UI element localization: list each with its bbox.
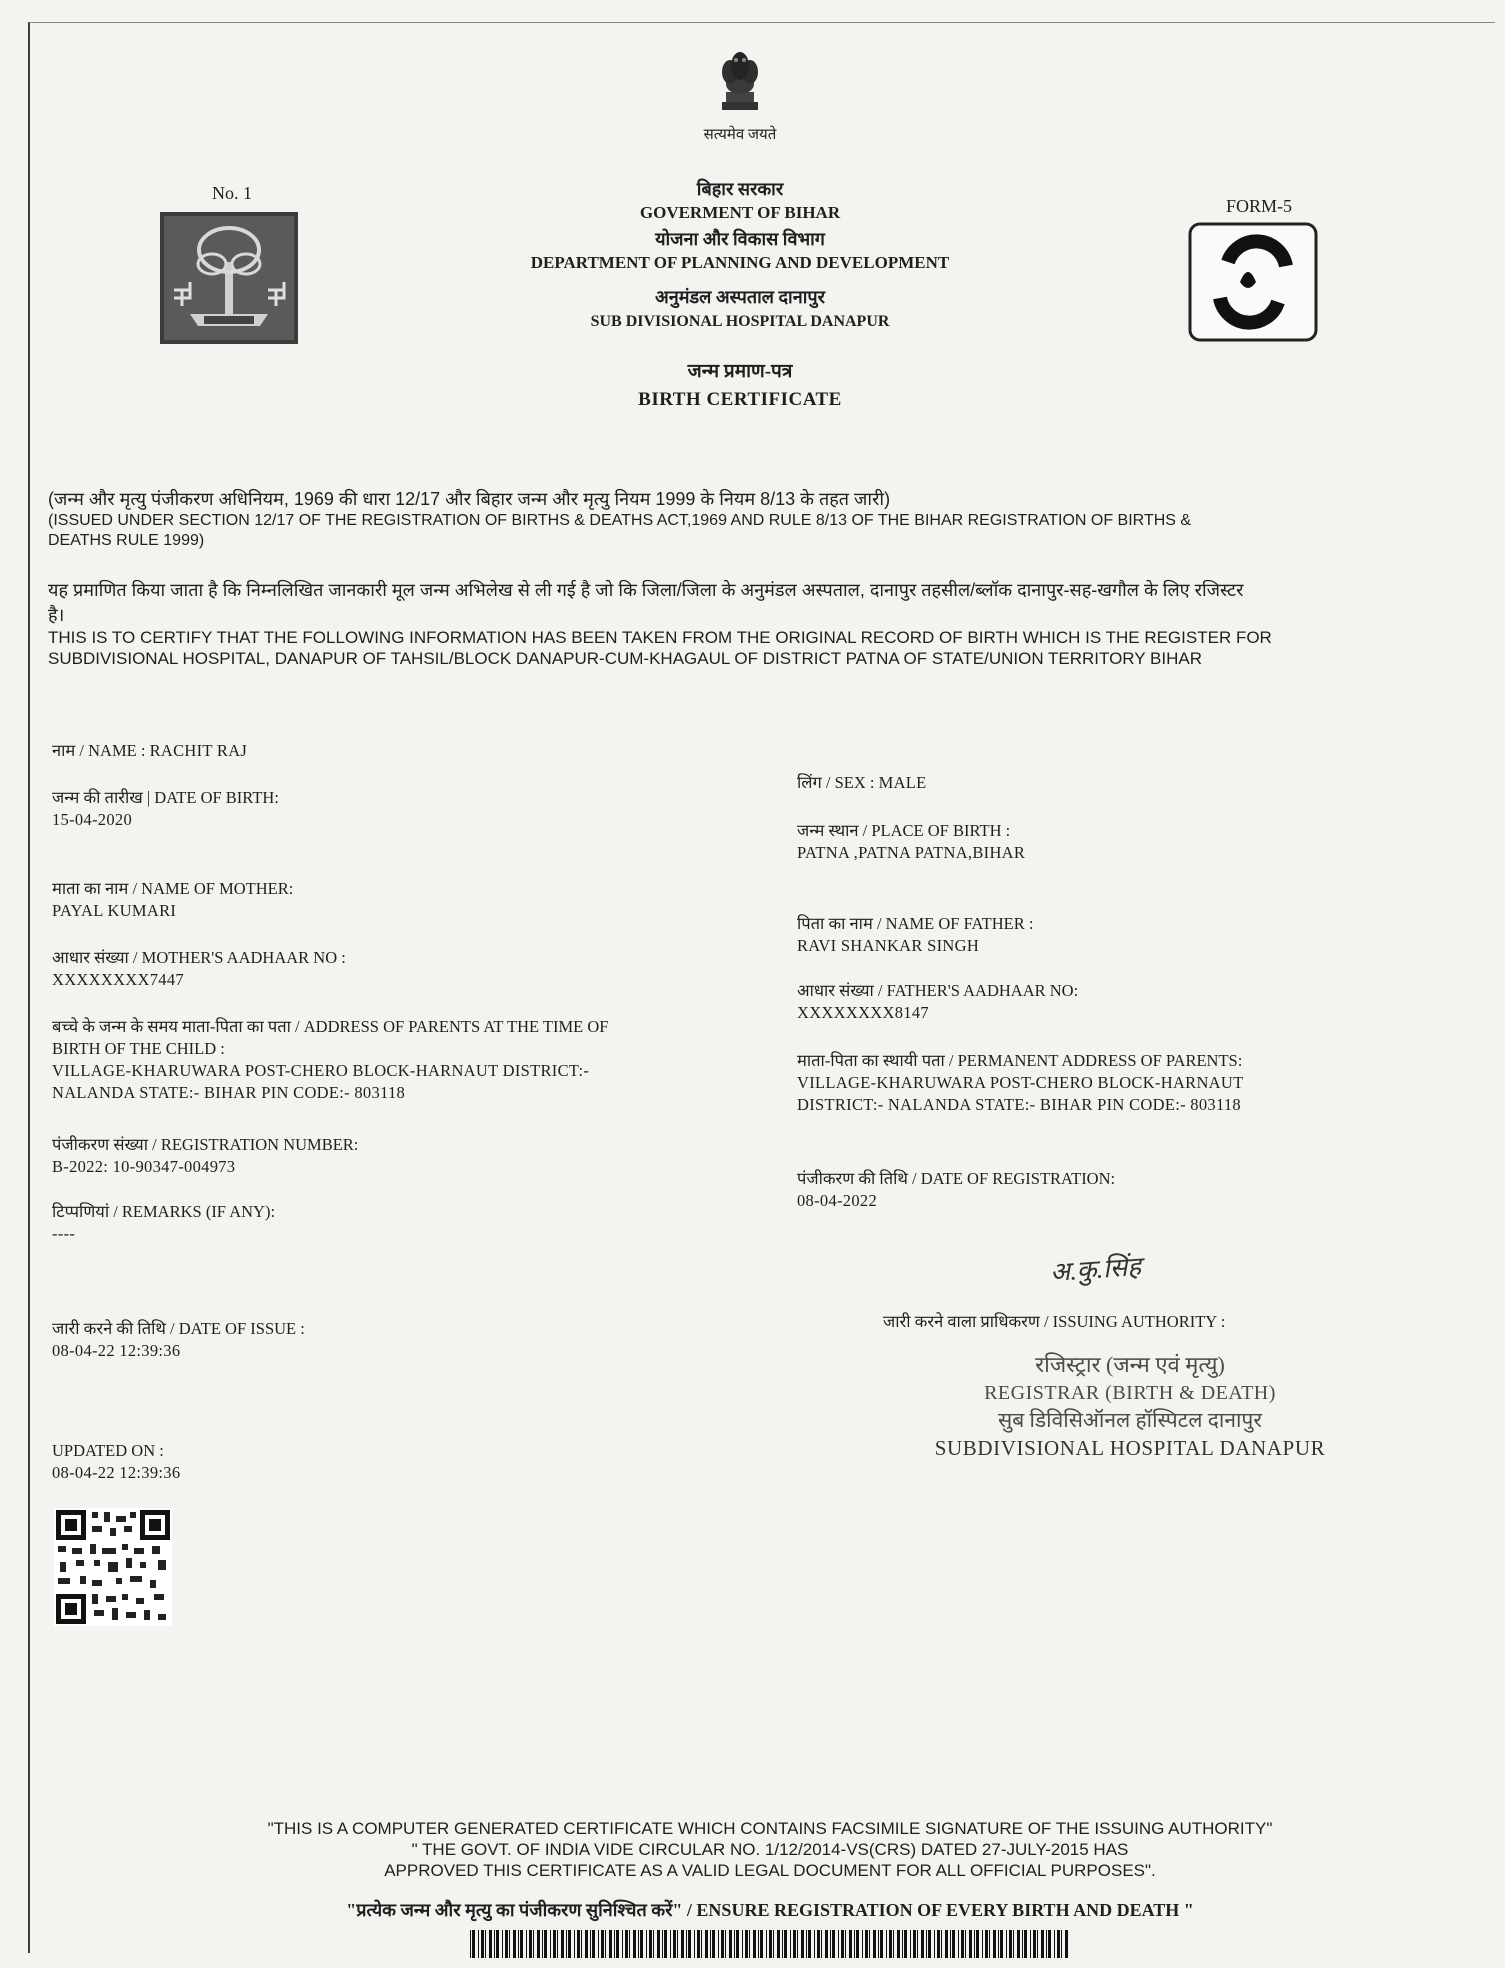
hospital-name-english: SUB DIVISIONAL HOSPITAL DANAPUR bbox=[590, 313, 890, 330]
form-number: No. 1 bbox=[212, 183, 252, 203]
father-aadhaar-label: आधार संख्या / FATHER'S AADHAAR NO: bbox=[797, 981, 1079, 1000]
registration-date-label: पंजीकरण की तिथि / DATE OF REGISTRATION: bbox=[797, 1169, 1116, 1188]
permanent-address-value-line-2: DISTRICT:- NALANDA STATE:- BIHAR PIN CODE:- 803118 bbox=[797, 1095, 1241, 1114]
registration-date-field bbox=[797, 1168, 1115, 1212]
dept-name-hindi: योजना और विकास विभाग bbox=[655, 229, 825, 249]
certificate-title-hindi: जन्म प्रमाण-पत्र bbox=[687, 361, 793, 382]
certify-english-line-2: SUBDIVISIONAL HOSPITAL, DANAPUR OF TAHSIL/BLOCK DANAPUR-CUM-KHAGAUL OF DISTRICT PATNA OF STATE/UNION TERRITORY BIHAR bbox=[48, 649, 1202, 668]
barcode[interactable] bbox=[470, 1930, 1070, 1958]
name-label: नाम / NAME : bbox=[52, 741, 150, 760]
certify-english-line-1: THIS IS TO CERTIFY THAT THE FOLLOWING INFORMATION HAS BEEN TAKEN FROM THE ORIGINAL RECORD OF BIRTH WHICH IS THE REGISTER FOR bbox=[48, 628, 1272, 647]
dob-value: 15-04-2020 bbox=[52, 810, 132, 829]
act-english-line-1: (ISSUED UNDER SECTION 12/17 OF THE REGISTRATION OF BIRTHS & DEATHS ACT,1969 AND RULE 8/13 OF THE BIHAR REGISTRATION OF BIRTHS & bbox=[48, 512, 1192, 529]
hospital-name-hindi: अनुमंडल अस्पताल दानापुर bbox=[655, 287, 825, 307]
sex-field bbox=[797, 772, 927, 794]
updated-on-label: UPDATED ON : bbox=[52, 1441, 164, 1460]
father-name-label: पिता का नाम / NAME OF FATHER : bbox=[797, 914, 1034, 933]
mother-aadhaar-value: XXXXXXXX7447 bbox=[52, 970, 184, 989]
updated-on-field bbox=[52, 1440, 180, 1484]
stamp-hindi-line-1: रजिस्ट्रार (जन्म एवं मृत्यु) bbox=[1035, 1352, 1225, 1377]
mother-aadhaar-label: आधार संख्या / MOTHER'S AADHAAR NO : bbox=[52, 948, 346, 967]
mother-aadhaar-field bbox=[52, 947, 346, 991]
bihar-seal-logo bbox=[160, 212, 298, 344]
act-hindi: (जन्म और मृत्यु पंजीकरण अधिनियम, 1969 की धारा 12/17 और बिहार जन्म और मृत्यु नियम 1999 के नियम 8/13 के तहत जारी) bbox=[48, 489, 891, 509]
govt-name-hindi: बिहार सरकार bbox=[696, 179, 784, 199]
crs-logo-icon bbox=[1188, 222, 1318, 342]
father-name-value: RAVI SHANKAR SINGH bbox=[797, 936, 980, 955]
place-of-birth-value: PATNA ,PATNA PATNA,BIHAR bbox=[797, 843, 1026, 862]
certificate-title-english: BIRTH CERTIFICATE bbox=[638, 389, 842, 410]
name-field bbox=[52, 740, 247, 762]
registration-number-label: पंजीकरण संख्या / REGISTRATION NUMBER: bbox=[52, 1135, 359, 1154]
issue-date-value: 08-04-22 12:39:36 bbox=[52, 1341, 181, 1360]
birth-address-value-line-2: NALANDA STATE:- BIHAR PIN CODE:- 803118 bbox=[52, 1083, 406, 1102]
registration-slogan: "प्रत्येक जन्म और मृत्यु का पंजीकरण सुनिश्चित करें" / ENSURE REGISTRATION OF EVERY BIRTH AND DEATH " bbox=[346, 1900, 1194, 1920]
act-english-line-2: DEATHS RULE 1999) bbox=[48, 532, 205, 549]
certification-statement bbox=[48, 578, 1468, 669]
facsimile-signature: अ.कु.सिंह bbox=[1049, 1251, 1142, 1288]
father-aadhaar-value: XXXXXXXX8147 bbox=[797, 1003, 929, 1022]
sex-value: MALE bbox=[878, 773, 927, 792]
issue-date-field bbox=[52, 1318, 305, 1362]
certify-hindi-line-1: यह प्रमाणित किया जाता है कि निम्नलिखित जानकारी मूल जन्म अभिलेख से ली गई है जो कि जिला/जिला के अनुमंडल अस्पताल, दानापुर तहसील/ब्लॉक दानापुर-सह-खगौल के लिए रजिस्टर bbox=[48, 580, 1244, 600]
dob-field bbox=[52, 787, 279, 831]
issue-date-label: जारी करने की तिथि / DATE OF ISSUE : bbox=[52, 1319, 305, 1338]
mother-name-value: PAYAL KUMARI bbox=[52, 901, 177, 920]
permanent-address-field bbox=[797, 1050, 1244, 1116]
birth-address-value-line-1: VILLAGE-KHARUWARA POST-CHERO BLOCK-HARNAUT DISTRICT:- bbox=[52, 1061, 590, 1080]
permanent-address-value-line-1: VILLAGE-KHARUWARA POST-CHERO BLOCK-HARNAUT bbox=[797, 1073, 1244, 1092]
name-value: RACHIT RAJ bbox=[149, 741, 248, 760]
stamp-english-line-1: REGISTRAR (BIRTH & DEATH) bbox=[984, 1382, 1276, 1404]
footer-note-line-3: APPROVED THIS CERTIFICATE AS A VALID LEGAL DOCUMENT FOR ALL OFFICIAL PURPOSES". bbox=[384, 1861, 1156, 1880]
mother-name-field bbox=[52, 878, 293, 922]
birth-address-label-line-2: BIRTH OF THE CHILD : bbox=[52, 1039, 225, 1058]
registrar-stamp bbox=[880, 1350, 1380, 1462]
issuing-authority-label: जारी करने वाला प्राधिकरण / ISSUING AUTHORITY : bbox=[883, 1312, 1226, 1331]
registration-number-value: B-2022: 10-90347-004973 bbox=[52, 1157, 236, 1176]
place-of-birth-label: जन्म स्थान / PLACE OF BIRTH : bbox=[797, 821, 1011, 840]
qr-code[interactable] bbox=[54, 1508, 172, 1626]
national-emblem-icon bbox=[700, 44, 780, 124]
mother-name-label: माता का नाम / NAME OF MOTHER: bbox=[52, 879, 294, 898]
dob-label: जन्म की तारीख | DATE OF BIRTH: bbox=[52, 788, 279, 807]
stamp-english-line-2: SUBDIVISIONAL HOSPITAL DANAPUR bbox=[934, 1436, 1326, 1460]
birth-address-label-line-1: बच्चे के जन्म के समय माता-पिता का पता / ADDRESS OF PARENTS AT THE TIME OF bbox=[52, 1017, 609, 1036]
father-name-field bbox=[797, 913, 1033, 957]
remarks-value: ---- bbox=[52, 1224, 76, 1243]
certify-hindi-line-2: है। bbox=[48, 605, 65, 625]
place-of-birth-field bbox=[797, 820, 1025, 864]
emblem-motto: सत्यमेव जयते bbox=[703, 127, 777, 143]
dept-name-english: DEPARTMENT OF PLANNING AND DEVELOPMENT bbox=[530, 253, 950, 272]
govt-name-english: GOVERMENT OF BIHAR bbox=[639, 203, 841, 222]
registration-number-field bbox=[52, 1134, 358, 1178]
footer-note-line-2: " THE GOVT. OF INDIA VIDE CIRCULAR NO. 1/12/2014-VS(CRS) DATED 27-JULY-2015 HAS bbox=[411, 1840, 1129, 1859]
remarks-field bbox=[52, 1201, 275, 1245]
remarks-label: टिप्पणियां / REMARKS (IF ANY): bbox=[52, 1202, 276, 1221]
registration-date-value: 08-04-2022 bbox=[797, 1191, 877, 1210]
preamble bbox=[48, 487, 1468, 551]
footer-note-line-1: "THIS IS A COMPUTER GENERATED CERTIFICATE WHICH CONTAINS FACSIMILE SIGNATURE OF THE ISSUING AUTHORITY" bbox=[267, 1819, 1273, 1838]
father-aadhaar-field bbox=[797, 980, 1078, 1024]
computer-generated-note bbox=[120, 1818, 1420, 1881]
stamp-hindi-line-2: सुब डिविसिऑनल हॉस्पिटल दानापुर bbox=[998, 1408, 1262, 1432]
form-label: FORM-5 bbox=[1226, 196, 1293, 216]
updated-on-value: 08-04-22 12:39:36 bbox=[52, 1463, 181, 1482]
birth-address-field bbox=[52, 1016, 608, 1104]
permanent-address-label: माता-पिता का स्थायी पता / PERMANENT ADDRESS OF PARENTS: bbox=[797, 1051, 1243, 1070]
sex-label: लिंग / SEX : bbox=[797, 773, 879, 792]
